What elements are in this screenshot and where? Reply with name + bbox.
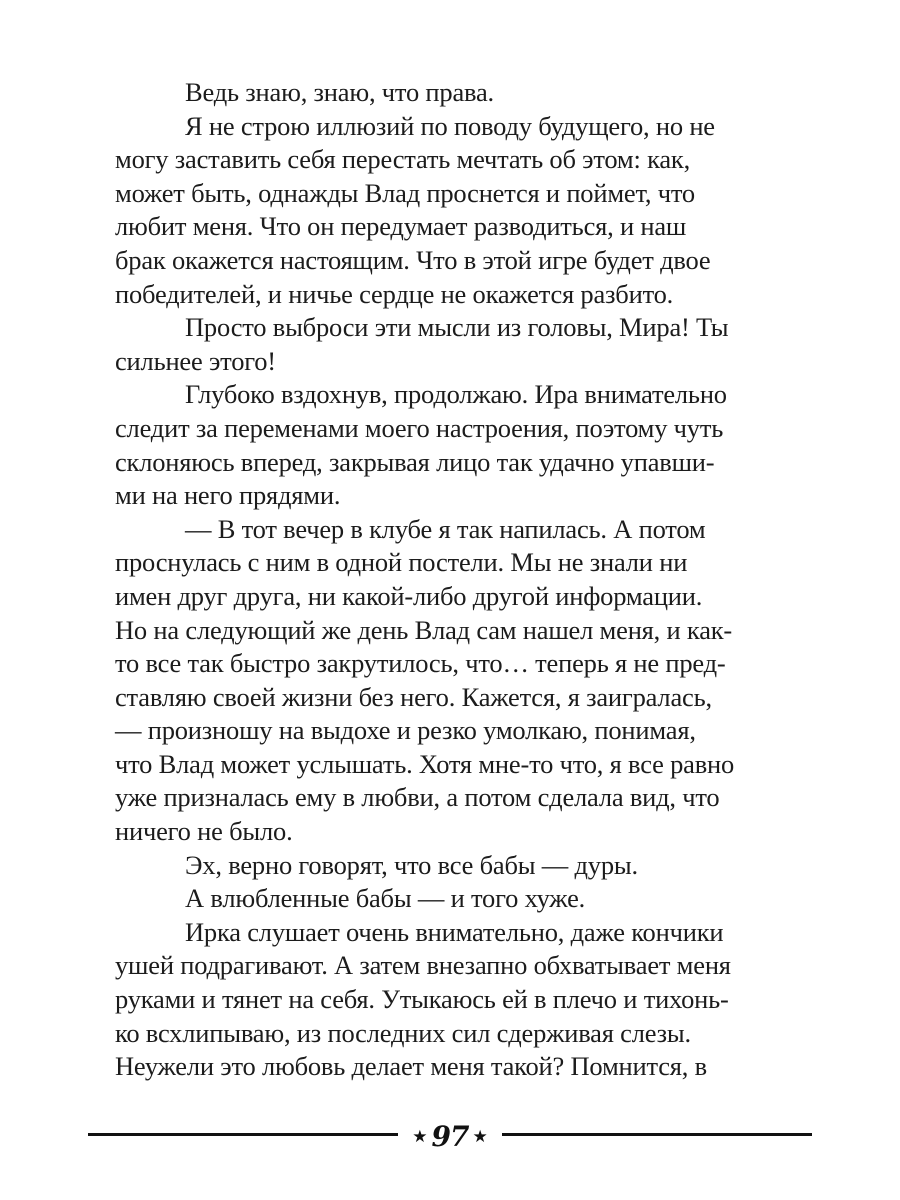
text-line: ко всхлипываю, из последних сил сдерживая слезы. (115, 1017, 691, 1048)
body-text (115, 76, 785, 1084)
text-line: ушей подрагивают. А затем внезапно обхватывает меня (115, 950, 731, 981)
text-line: то все так быстро закрутилось, что… теперь я не пред- (115, 648, 726, 679)
text-line: следит за переменами моего настроения, поэтому чуть (115, 412, 724, 443)
text-line: сильнее этого! (115, 345, 276, 376)
text-line: ми на него прядями. (115, 480, 341, 511)
text-line: — В тот вечер в клубе я так напилась. А потом (185, 513, 706, 544)
footer-rule-right (502, 1133, 812, 1136)
text-line: руками и тянет на себя. Утыкаюсь ей в плечо и тихонь- (115, 984, 729, 1015)
page-number-ornament (406, 1117, 494, 1157)
text-line: могу заставить себя перестать мечтать об этом: как, (115, 144, 691, 175)
star-icon: ★ (412, 1126, 428, 1147)
text-line: ничего не было. (115, 816, 293, 847)
text-line: любит меня. Что он передумает разводиться, и наш (115, 211, 687, 242)
text-line: что Влад может услышать. Хотя мне-то что, я все равно (115, 748, 735, 779)
text-line: Глубоко вздохнув, продолжаю. Ира внимательно (185, 379, 727, 410)
text-line: может быть, однажды Влад проснется и поймет, что (115, 177, 695, 208)
text-line: Эх, верно говорят, что все бабы — дуры. (185, 849, 638, 880)
text-line: склоняюсь вперед, закрывая лицо так удачно упавши- (115, 446, 715, 477)
star-icon: ★ (472, 1126, 488, 1147)
text-line: Ирка слушает очень внимательно, даже кончики (185, 916, 724, 947)
text-line: Ведь знаю, знаю, что права. (185, 77, 494, 107)
page-footer (88, 1117, 812, 1157)
text-line: ставляю своей жизни без него. Кажется, я заигралась, (115, 681, 712, 712)
text-line: Но на следующий же день Влад сам нашел меня, и как- (115, 614, 733, 645)
footer-rule-left (88, 1133, 398, 1136)
text-line: Просто выброси эти мысли из головы, Мира! Ты (185, 312, 729, 343)
text-line: уже призналась ему в любви, а потом сделала вид, что (115, 782, 720, 813)
text-line: брак окажется настоящим. Что в этой игре будет двое (115, 244, 711, 275)
text-line: Неужели это любовь делает меня такой? Помнится, в (115, 1051, 707, 1082)
text-line: проснулась с ним в одной постели. Мы не знали ни (115, 547, 688, 578)
text-line: имен друг друга, ни какой-либо другой информации. (115, 580, 703, 611)
text-line: победителей, и ничье сердце не окажется разбито. (115, 278, 674, 309)
text-line: — произношу на выдохе и резко умолкаю, понимая, (115, 715, 696, 746)
page-number: 97 (431, 1120, 469, 1153)
text-line: Я не строю иллюзий по поводу будущего, но не (185, 110, 715, 141)
text-line: А влюбленные бабы — и того хуже. (185, 883, 586, 914)
